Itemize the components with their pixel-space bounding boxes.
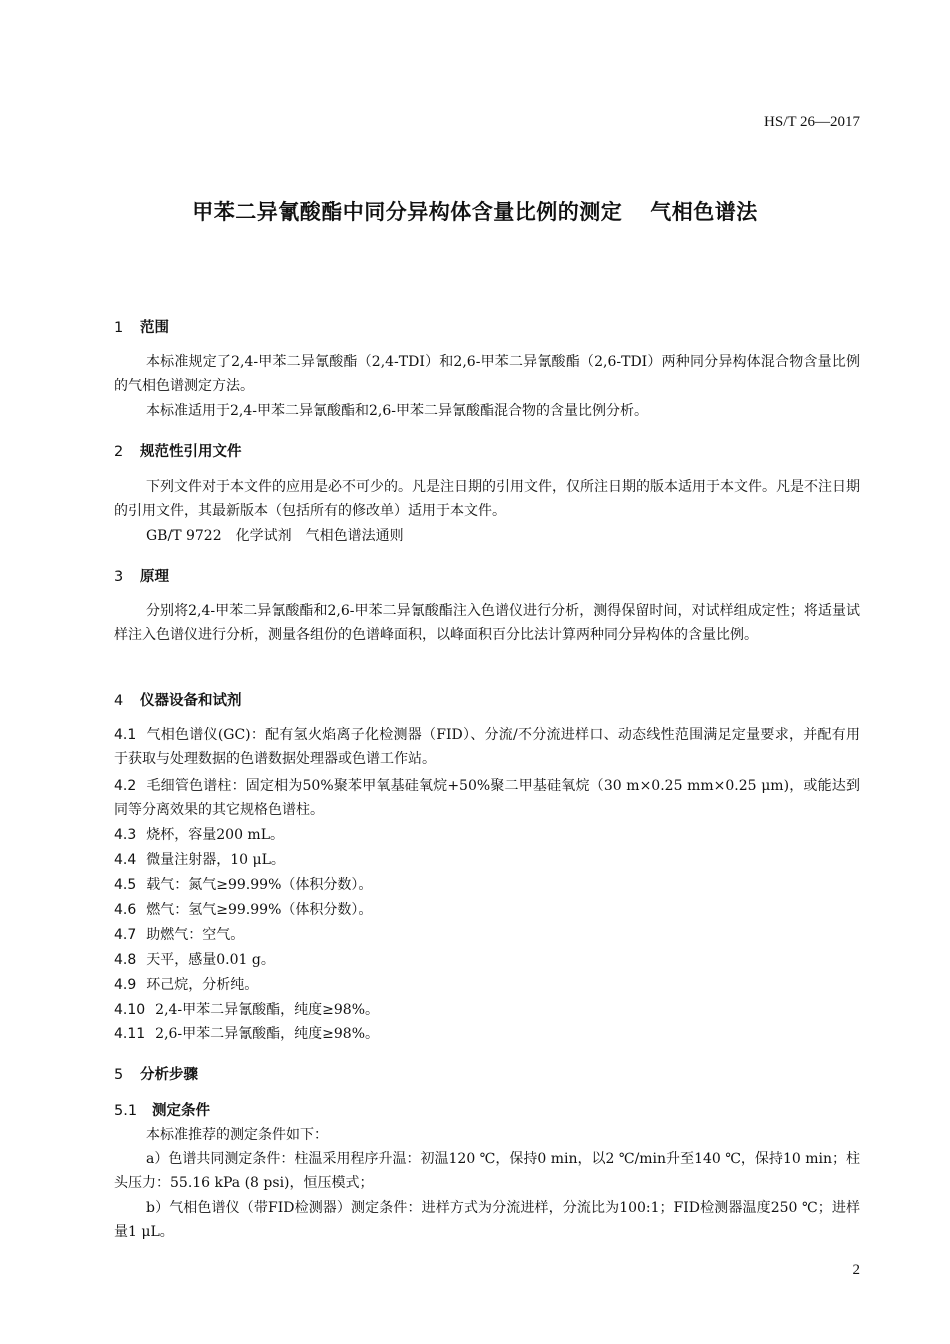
page-number: 2 bbox=[852, 1262, 860, 1278]
list-item bbox=[114, 848, 860, 872]
section-title: 原理 bbox=[140, 569, 169, 585]
list-item bbox=[114, 774, 860, 822]
item-number: 4.1 bbox=[114, 727, 137, 743]
item-number: 4.9 bbox=[114, 977, 137, 993]
list-item bbox=[114, 923, 860, 947]
list-item bbox=[114, 1022, 860, 1046]
item-number: 4.5 bbox=[114, 877, 137, 893]
subsection-title: 测定条件 bbox=[152, 1103, 210, 1119]
paragraph: b）气相色谱仪（带FID检测器）测定条件：进样方式为分流进样，分流比为100:1；FID检测器温度250 ℃；进样量1 μL。 bbox=[114, 1200, 860, 1240]
document-title bbox=[0, 196, 950, 226]
item-text: 气相色谱仪(GC)：配有氢火焰离子化检测器（FID）、分流/不分流进样口、动态线性范围满足定量要求，并配有用于获取与处理数据的色谱数据处理器或色谱工作站。 bbox=[114, 727, 860, 767]
item-number: 4.2 bbox=[114, 778, 137, 794]
paragraph: a）色谱共同测定条件：柱温采用程序升温：初温120 ℃，保持0 min，以2 ℃/min升至140 ℃，保持10 min；柱头压力：55.16 kPa (8 psi)，恒压模式； bbox=[114, 1151, 860, 1191]
item-text: 环己烷，分析纯。 bbox=[146, 977, 259, 993]
reference-item: GB/T 9722 化学试剂 气相色谱法通则 bbox=[146, 528, 404, 544]
item-text: 天平，感量0.01 g。 bbox=[146, 952, 275, 968]
section-1-heading bbox=[114, 316, 169, 337]
paragraph: 本标准规定了2,4-甲苯二异氰酸酯（2,4-TDI）和2,6-甲苯二异氰酸酯（2,6-TDI）两种同分异构体混合物含量比例的气相色谱测定方法。 bbox=[114, 354, 860, 394]
section-number: 5 bbox=[114, 1067, 124, 1083]
section-3-heading bbox=[114, 565, 169, 586]
standard-code: HS/T 26—2017 bbox=[764, 114, 860, 130]
subsection-number: 5.1 bbox=[114, 1103, 138, 1119]
paragraph: 分别将2,4-甲苯二异氰酸酯和2,6-甲苯二异氰酸酯注入色谱仪进行分析，测得保留时间，对试样组成定性；将适量试样注入色谱仪进行分析，测量各组份的色谱峰面积，以峰面积百分比法计算两种同分异构体的含量比例。 bbox=[114, 603, 860, 643]
section-number: 2 bbox=[114, 444, 124, 460]
list-item bbox=[114, 823, 860, 847]
section-title: 规范性引用文件 bbox=[140, 444, 242, 460]
item-number: 4.4 bbox=[114, 852, 137, 868]
section-title: 范围 bbox=[140, 320, 169, 336]
item-number: 4.6 bbox=[114, 902, 137, 918]
item-number: 4.8 bbox=[114, 952, 137, 968]
item-text: 2,4-甲苯二异氰酸酯，纯度≥98%。 bbox=[155, 1002, 380, 1018]
item-text: 载气：氮气≥99.99%（体积分数）。 bbox=[146, 877, 373, 893]
section-4-heading bbox=[114, 689, 242, 710]
subsection-5-1-heading bbox=[114, 1099, 210, 1120]
item-number: 4.11 bbox=[114, 1026, 146, 1042]
item-text: 燃气：氢气≥99.99%（体积分数）。 bbox=[146, 902, 373, 918]
item-number: 4.10 bbox=[114, 1002, 146, 1018]
item-text: 2,6-甲苯二异氰酸酯，纯度≥98%。 bbox=[155, 1026, 380, 1042]
section-title: 分析步骤 bbox=[140, 1067, 198, 1083]
paragraph: 下列文件对于本文件的应用是必不可少的。凡是注日期的引用文件，仅所注日期的版本适用于本文件。凡是不注日期的引用文件，其最新版本（包括所有的修改单）适用于本文件。 bbox=[114, 479, 860, 519]
section-number: 3 bbox=[114, 569, 124, 585]
item-number: 4.3 bbox=[114, 827, 137, 843]
list-item bbox=[114, 898, 860, 922]
item-text: 助燃气：空气。 bbox=[146, 927, 245, 943]
paragraph: 本标准推荐的测定条件如下： bbox=[146, 1127, 328, 1143]
list-item bbox=[114, 948, 860, 972]
item-number: 4.7 bbox=[114, 927, 137, 943]
item-text: 微量注射器，10 μL。 bbox=[146, 852, 285, 868]
list-item bbox=[114, 873, 860, 897]
item-text: 烧杯，容量200 mL。 bbox=[146, 827, 285, 843]
section-title: 仪器设备和试剂 bbox=[140, 693, 242, 709]
title-method: 气相色谱法 bbox=[650, 200, 758, 224]
list-item bbox=[114, 723, 860, 771]
list-item bbox=[114, 973, 860, 997]
section-5-heading bbox=[114, 1063, 198, 1084]
item-text: 毛细管色谱柱：固定相为50%聚苯甲氧基硅氧烷+50%聚二甲基硅氧烷（30 m×0.25 mm×0.25 μm)，或能达到同等分离效果的其它规格色谱柱。 bbox=[114, 778, 860, 818]
title-main: 甲苯二异氰酸酯中同分异构体含量比例的测定 bbox=[192, 200, 623, 224]
section-2-heading bbox=[114, 440, 242, 461]
section-number: 4 bbox=[114, 693, 124, 709]
section-number: 1 bbox=[114, 320, 124, 336]
list-item bbox=[114, 998, 860, 1022]
paragraph: 本标准适用于2,4-甲苯二异氰酸酯和2,6-甲苯二异氰酸酯混合物的含量比例分析。 bbox=[146, 403, 648, 419]
